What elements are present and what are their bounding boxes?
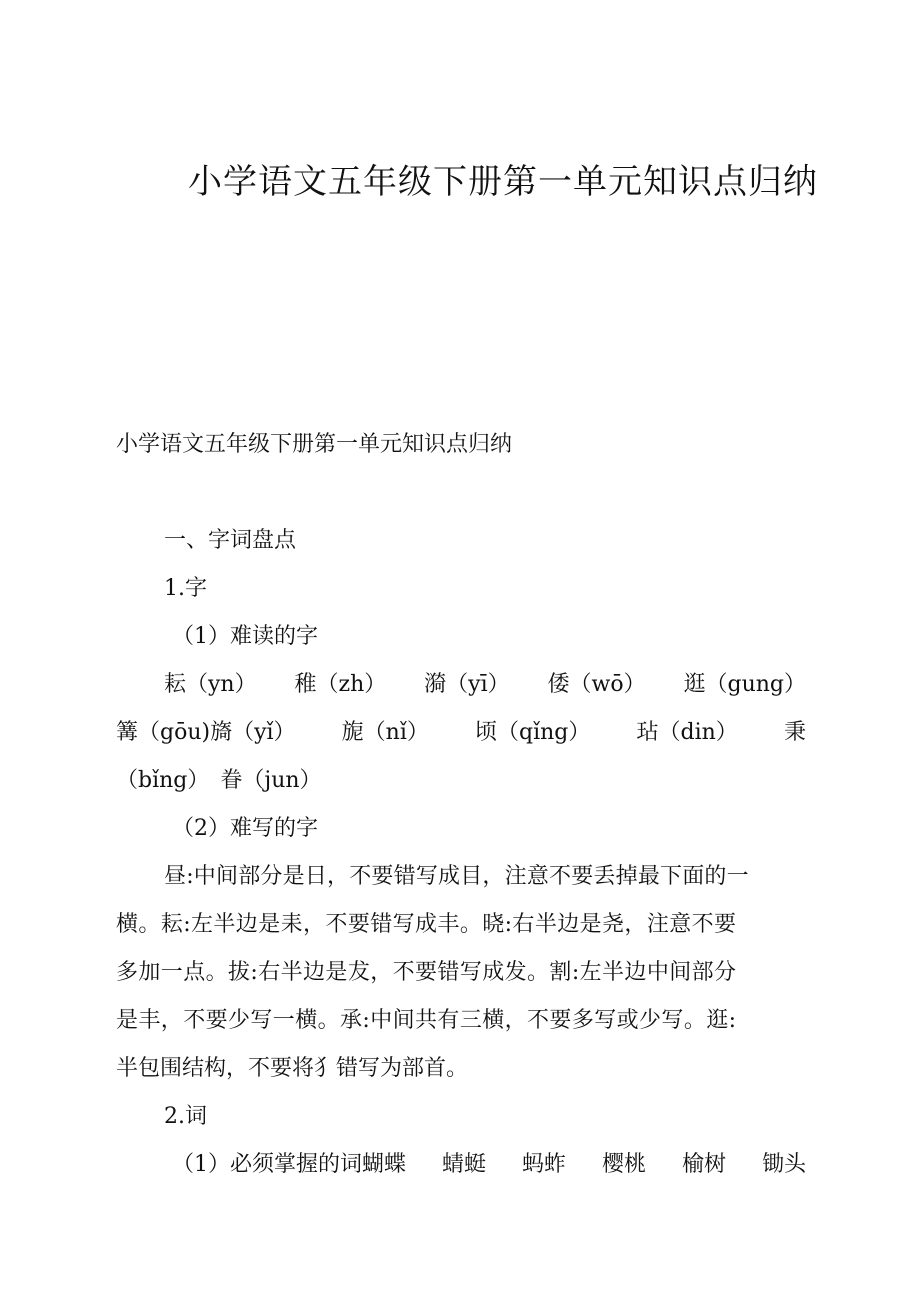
list-item: 玷（din） <box>636 720 738 745</box>
hard-read-row-3: （bǐng） 眷（jun） <box>116 768 322 793</box>
list-item: 锄头 <box>761 1152 806 1177</box>
hard-write-line-4: 是丰，不要少写一横。承:中间共有三横，不要多写或少写。逛: <box>116 1008 737 1033</box>
list-item: 稚（zh） <box>294 672 387 697</box>
list-item: 耘（yn） <box>164 672 257 697</box>
hard-write-line-3: 多加一点。拔:右半边是犮，不要错写成发。割:左半边中间部分 <box>116 960 737 985</box>
list-item: 樱桃 <box>601 1152 646 1177</box>
list-item: 榆树 <box>681 1152 726 1177</box>
document-title: 小学语文五年级下册第一单元知识点归纳 <box>188 162 818 202</box>
list-item: 篝（gōu)旖（yǐ） <box>116 720 296 745</box>
document-subtitle: 小学语文五年级下册第一单元知识点归纳 <box>116 432 513 457</box>
hard-write-line-1: 昼:中间部分是日，不要错写成目，注意不要丢掉最下面的一 <box>164 864 749 889</box>
subheading-hard-to-read: （1）难读的字 <box>172 624 318 649</box>
list-item: 倭（wō） <box>547 672 646 697</box>
list-item: 蚂蚱 <box>521 1152 566 1177</box>
section-heading-words: 一、字词盘点 <box>164 528 297 553</box>
hard-write-line-2: 横。耘:左半边是耒，不要错写成丰。晓:右半边是尧，注意不要 <box>116 912 737 937</box>
list-item: 旎（nǐ） <box>341 720 429 745</box>
list-item: （1）必须掌握的词蝴蝶 <box>172 1152 406 1177</box>
list-item: 秉 <box>783 720 806 745</box>
list-item: 顷（qǐng） <box>475 720 591 745</box>
hard-read-row-1 <box>164 670 806 700</box>
words-row-1 <box>172 1150 806 1180</box>
list-item: 漪（yī） <box>424 672 510 697</box>
hard-write-line-5: 半包围结构，不要将犭错写为部首。 <box>116 1056 469 1081</box>
subheading-characters: 1.字 <box>164 576 207 601</box>
subheading-words: 2.词 <box>164 1104 207 1129</box>
hard-read-row-2 <box>116 718 806 748</box>
list-item: 逛（gung） <box>683 672 806 697</box>
list-item: 蜻蜓 <box>441 1152 486 1177</box>
subheading-hard-to-write: （2）难写的字 <box>172 816 318 841</box>
